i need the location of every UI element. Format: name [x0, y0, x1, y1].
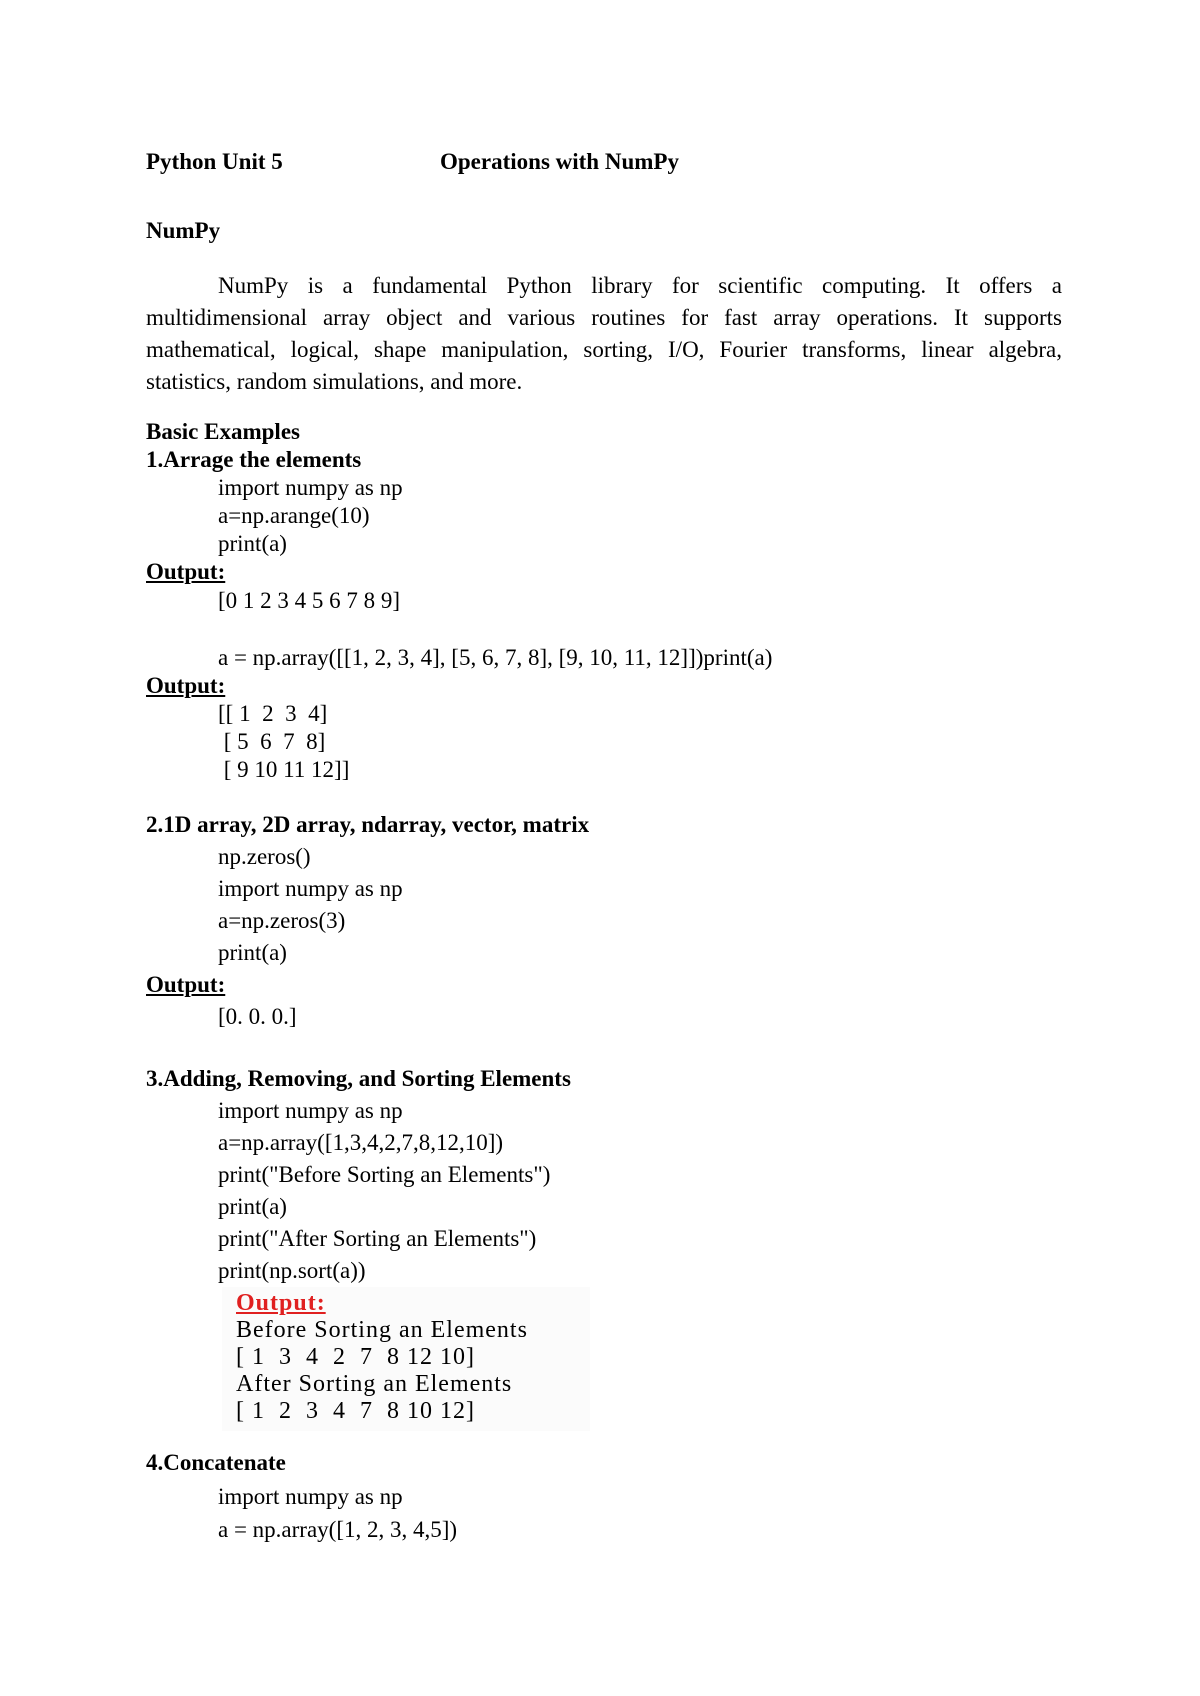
code-line: a=np.zeros(3) [218, 908, 346, 933]
code-line: a = np.array([1, 2, 3, 4,5]) [218, 1517, 458, 1542]
code-line: import numpy as np [218, 876, 403, 901]
unit-label: Python Unit 5 [146, 149, 283, 174]
output-line: [ 1 3 4 2 7 8 12 10] [236, 1344, 475, 1370]
output-line: [ 5 6 7 8] [218, 729, 326, 754]
ex1-heading: 1.Arrage the elements [146, 447, 362, 472]
code-line: print(a) [218, 1194, 287, 1219]
code-line: print(a) [218, 531, 287, 556]
output-line: [0 1 2 3 4 5 6 7 8 9] [218, 588, 401, 613]
ex3-heading: 3.Adding, Removing, and Sorting Elements [146, 1066, 571, 1091]
code-line: np.zeros() [218, 844, 311, 869]
output-label: Output: [236, 1290, 326, 1316]
output-line: After Sorting an Elements [236, 1371, 513, 1397]
ex2-heading: 2.1D array, 2D array, ndarray, vector, matrix [146, 812, 590, 837]
code-line: print(np.sort(a)) [218, 1258, 366, 1283]
intro-paragraph: NumPy is a fundamental Python library for scientific computing. It offers a multidimensional array object and various routines for fast array operations. It supports mathematical, logical, shape manipulation, sorting, I/O, Fourier transforms, linear algebra, statistics, random simulations, and more. [146, 273, 1062, 394]
output-label: Output: [146, 673, 226, 698]
code-line: print(a) [218, 940, 287, 965]
output-line: [ 1 2 3 4 7 8 10 12] [236, 1398, 475, 1424]
output-label: Output: [146, 559, 226, 584]
code-line: a=np.arange(10) [218, 503, 370, 528]
code-line: print("After Sorting an Elements") [218, 1226, 537, 1251]
code-line: import numpy as np [218, 1484, 403, 1509]
output-screenshot [222, 1287, 590, 1431]
section-title: NumPy [146, 218, 221, 243]
code-line: import numpy as np [218, 1098, 403, 1123]
output-label: Output: [146, 972, 226, 997]
code-line: a = np.array([[1, 2, 3, 4], [5, 6, 7, 8], [9, 10, 11, 12]])print(a) [218, 645, 773, 670]
output-line: [[ 1 2 3 4] [218, 701, 328, 726]
output-line: [0. 0. 0.] [218, 1004, 297, 1029]
code-line: print("Before Sorting an Elements") [218, 1162, 551, 1187]
code-line: a=np.array([1,3,4,2,7,8,12,10]) [218, 1130, 504, 1155]
page-title: Operations with NumPy [440, 149, 679, 174]
output-line: Before Sorting an Elements [236, 1317, 528, 1343]
code-line: import numpy as np [218, 475, 403, 500]
output-line: [ 9 10 11 12]] [218, 757, 350, 782]
basic-examples-heading: Basic Examples [146, 419, 300, 444]
ex4-heading: 4.Concatenate [146, 1450, 286, 1475]
